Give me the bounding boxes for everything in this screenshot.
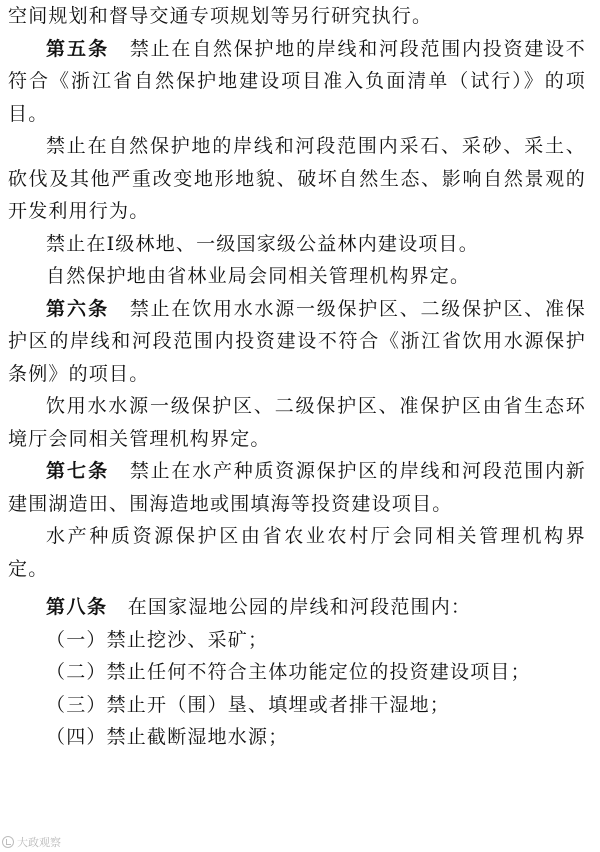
paragraph-continuation: 空间规划和督导交通专项规划等另行研究执行。 [8, 5, 433, 27]
article-6 [8, 293, 586, 391]
list-item: （一）禁止挖沙、采矿； [46, 628, 269, 651]
list-item: （四）禁止截断湿地水源； [46, 726, 289, 748]
weibo-icon [2, 836, 14, 848]
article-7-text: 禁止在水产种质资源保护区的岸线和河段范围内新建围湖造田、围海造地或围填海等投资建设项目。 [8, 460, 586, 515]
article-8 [8, 591, 586, 624]
article-5-paragraph-2: 禁止在自然保护地的岸线和河段范围内采石、采砂、采土、砍伐及其他严重改变地形地貌、破坏自然生态、影响自然景观的开发利用行为。 [8, 135, 586, 222]
article-5 [8, 33, 586, 131]
watermark [2, 834, 61, 850]
article-5-text: 禁止在自然保护地的岸线和河段范围内投资建设不符合《浙江省自然保护地建设项目准入负面清单（试行）》的项目。 [8, 37, 586, 125]
article-5-paragraph-3: 禁止在Ⅰ级林地、一级国家级公益林内建设项目。 [46, 232, 479, 255]
article-7-paragraph-2: 水产种质资源保护区由省农业农村厅会同相关管理机构界定。 [8, 525, 586, 580]
article-6-heading: 第六条 [46, 297, 110, 320]
watermark-text: 大政观察 [17, 836, 61, 849]
list-item: （三）禁止开（围）垦、填埋或者排干湿地； [46, 693, 451, 716]
list-item: （二）禁止任何不符合主体功能定位的投资建设项目； [46, 661, 531, 683]
article-5-paragraph-4: 自然保护地由省林业局会同相关管理机构界定。 [46, 265, 471, 287]
article-7-heading: 第七条 [46, 460, 110, 482]
article-8-text: 在国家湿地公园的岸线和河段范围内： [107, 596, 472, 618]
article-5-heading: 第五条 [46, 37, 110, 60]
article-8-heading: 第八条 [46, 596, 108, 618]
article-6-text: 禁止在饮用水水源一级保护区、二级保护区、准保护区的岸线和河段范围内投资建设不符合《浙江省饮用水源保护条例》的项目。 [8, 297, 586, 385]
article-7 [8, 455, 586, 520]
article-6-paragraph-2: 饮用水水源一级保护区、二级保护区、准保护区由省生态环境厅会同相关管理机构界定。 [8, 395, 586, 450]
